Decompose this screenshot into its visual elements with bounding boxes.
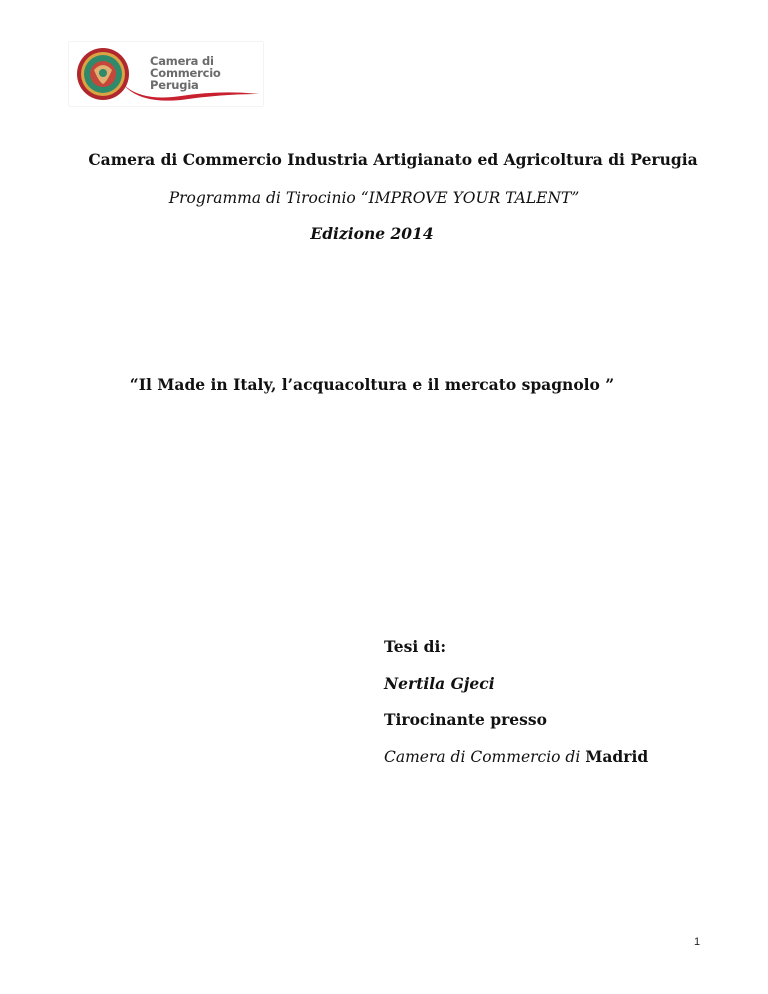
program-name: Programma di Tirocinio “IMPROVE YOUR TALENT” [168,189,580,207]
logo [69,42,263,106]
institution-name: Camera di Commercio Industria Artigianato ed Agricoltura di Perugia [88,150,698,169]
host-institution [384,747,648,767]
author-name: Nertila Gjeci [384,674,495,693]
thesis-label: Tesi di: [384,637,447,656]
thesis-title: “Il Made in Italy, l’acquacoltura e il mercato spagnolo ” [129,375,615,394]
edition: Edizione 2014 [310,224,434,243]
logo-line-2: Perugia [150,78,199,92]
intern-label: Tirocinante presso [384,710,547,729]
host-city: Madrid [585,747,649,766]
logo-swoosh-icon [121,80,261,102]
host-prefix: Camera di Commercio di [384,748,586,766]
page-number: 1 [694,936,701,948]
logo-line-1: Camera di Commercio [150,54,221,80]
